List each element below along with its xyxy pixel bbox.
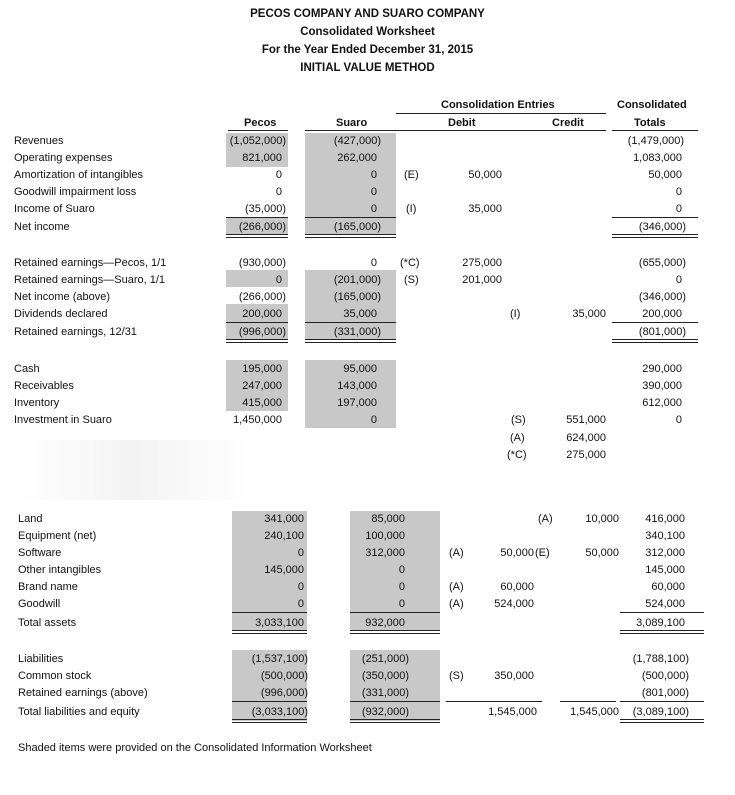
credit-value: 551,000 — [566, 414, 606, 426]
total-double-rule — [350, 719, 440, 723]
pecos-value: 341,000 — [264, 513, 304, 525]
row-label: Goodwill — [18, 598, 61, 610]
table-row — [0, 306, 735, 323]
header-credit: Credit — [552, 117, 584, 129]
worksheet-subtitle: Consolidated Worksheet — [300, 26, 435, 38]
credit-entry-code: (*C) — [507, 449, 527, 461]
debit-entry-code: (A) — [449, 598, 464, 610]
pecos-value: (266,000) — [238, 221, 286, 233]
pecos-value: 240,100 — [264, 530, 304, 542]
total-double-rule — [350, 630, 440, 634]
row-label: Land — [18, 513, 43, 525]
credit-value: 10,000 — [585, 513, 619, 525]
header-rule-credit — [506, 130, 606, 131]
suaro-value: 932,000 — [365, 617, 405, 629]
suaro-value: (201,000) — [333, 274, 381, 286]
table-row — [0, 579, 735, 596]
row-label: Retained earnings—Pecos, 1/1 — [14, 257, 167, 269]
table-row — [0, 596, 735, 613]
pecos-value: (996,000) — [238, 326, 286, 338]
row-label: Equipment (net) — [18, 530, 97, 542]
debit-entry-code: (A) — [449, 547, 464, 559]
credit-value: 35,000 — [572, 308, 606, 320]
debit-value: 350,000 — [494, 670, 534, 682]
consolidated-total: (1,479,000) — [627, 135, 684, 147]
subtotal-rule — [620, 701, 704, 702]
suaro-value: 197,000 — [337, 397, 377, 409]
consolidated-total: 60,000 — [651, 581, 685, 593]
suaro-value: 0 — [370, 414, 377, 426]
suaro-value: 0 — [370, 203, 377, 215]
debit-value: 524,000 — [494, 598, 534, 610]
credit-entry-code: (A) — [510, 432, 525, 444]
suaro-value: 0 — [370, 186, 377, 198]
consolidated-total: (1,788,100) — [632, 653, 689, 665]
pecos-value: (996,000) — [260, 687, 308, 699]
row-label: Brand name — [18, 581, 78, 593]
suaro-value: (350,000) — [361, 670, 409, 682]
table-row — [0, 361, 735, 378]
table-row — [0, 447, 735, 464]
suaro-value: (165,000) — [333, 291, 381, 303]
subtotal-rule — [350, 701, 440, 702]
pecos-value: 3,033,100 — [255, 617, 304, 629]
table-row — [0, 395, 735, 412]
subtotal-rule — [305, 217, 396, 218]
row-label: Retained earnings, 12/31 — [14, 326, 137, 338]
header-rule-suaro — [305, 130, 396, 131]
subtotal-rule — [560, 701, 616, 702]
total-double-rule — [612, 339, 698, 343]
suaro-value: (932,000) — [361, 706, 409, 718]
total-double-rule — [305, 339, 396, 343]
pecos-value: 0 — [297, 598, 304, 610]
row-label: Operating expenses — [14, 152, 113, 164]
pecos-value: 200,000 — [242, 308, 282, 320]
worksheet-method: INITIAL VALUE METHOD — [300, 62, 435, 74]
row-label: Investment in Suaro — [14, 414, 112, 426]
debit-value: 50,000 — [468, 169, 502, 181]
consolidated-total: 390,000 — [642, 380, 682, 392]
worksheet-company-title: PECOS COMPANY AND SUARO COMPANY — [250, 8, 485, 20]
subtotal-rule — [226, 322, 288, 323]
consolidated-total: 524,000 — [645, 598, 685, 610]
consolidated-total: 145,000 — [645, 564, 685, 576]
consolidated-total: 612,000 — [642, 397, 682, 409]
subtotal-rule — [232, 612, 307, 613]
header-debit: Debit — [448, 117, 476, 129]
pecos-value: 145,000 — [264, 564, 304, 576]
total-double-rule — [226, 339, 288, 343]
debit-value: 50,000 — [500, 547, 534, 559]
total-double-rule — [305, 234, 396, 238]
suaro-value: (251,000) — [361, 653, 409, 665]
table-row — [0, 685, 735, 702]
consolidated-total: 290,000 — [642, 363, 682, 375]
consolidated-total: (346,000) — [638, 221, 686, 233]
total-double-rule — [232, 719, 307, 723]
suaro-value: 0 — [370, 257, 377, 269]
row-label: Net income — [14, 221, 70, 233]
row-label: Software — [18, 547, 62, 559]
row-label: Liabilities — [18, 653, 64, 665]
subtotal-rule — [232, 701, 307, 702]
debit-entry-code: (S) — [449, 670, 464, 682]
row-label: Receivables — [14, 380, 74, 392]
pecos-value: (1,537,100) — [251, 653, 308, 665]
row-label: Amortization of intangibles — [14, 169, 144, 181]
consolidated-total: (801,000) — [641, 687, 689, 699]
pecos-value: 0 — [275, 186, 282, 198]
consolidated-total: 200,000 — [642, 308, 682, 320]
row-label: Retained earnings—Suaro, 1/1 — [14, 274, 166, 286]
suaro-value: 0 — [398, 581, 405, 593]
consolidated-total: 1,083,000 — [633, 152, 682, 164]
credit-value: 1,545,000 — [570, 706, 619, 718]
subtotal-rule — [350, 612, 440, 613]
row-label: Other intangibles — [18, 564, 102, 576]
consolidated-total: 3,089,100 — [636, 617, 685, 629]
pecos-value: 0 — [275, 169, 282, 181]
consolidated-total: 50,000 — [648, 169, 682, 181]
consolidated-total: (801,000) — [638, 326, 686, 338]
suaro-value: (427,000) — [333, 135, 381, 147]
row-label: Cash — [14, 363, 40, 375]
suaro-value: 0 — [398, 564, 405, 576]
pecos-value: 195,000 — [242, 363, 282, 375]
row-label: Retained earnings (above) — [18, 687, 148, 699]
table-row — [0, 430, 735, 447]
header-rule-debit — [396, 130, 506, 131]
consolidated-total: 0 — [675, 274, 682, 286]
credit-entry-code: (I) — [510, 308, 521, 320]
total-double-rule — [620, 630, 704, 634]
table-row — [0, 255, 735, 272]
subtotal-rule — [612, 217, 698, 218]
consolidated-total: 416,000 — [645, 513, 685, 525]
pecos-value: 0 — [275, 274, 282, 286]
table-row — [0, 545, 735, 562]
pecos-value: (500,000) — [260, 670, 308, 682]
pecos-value: (1,052,000) — [229, 135, 286, 147]
suaro-value: 262,000 — [337, 152, 377, 164]
subtotal-rule — [226, 217, 288, 218]
table-row — [0, 289, 735, 306]
consolidated-total: (346,000) — [638, 291, 686, 303]
suaro-value: 85,000 — [371, 513, 405, 525]
subtotal-rule — [305, 322, 396, 323]
table-row — [0, 133, 735, 150]
table-row — [0, 272, 735, 289]
table-row — [0, 651, 735, 668]
consolidated-total: 0 — [675, 203, 682, 215]
debit-entry-code: (E) — [404, 169, 419, 181]
table-row — [0, 511, 735, 528]
header-totals: Totals — [634, 117, 666, 129]
row-label: Income of Suaro — [14, 203, 95, 215]
credit-entry-code: (A) — [538, 513, 553, 525]
debit-value: 1,545,000 — [488, 706, 537, 718]
consolidated-total: (3,089,100) — [632, 706, 689, 718]
header-rule-entries — [396, 113, 606, 114]
total-double-rule — [620, 719, 704, 723]
credit-value: 624,000 — [566, 432, 606, 444]
suaro-value: 0 — [398, 598, 405, 610]
credit-entry-code: (E) — [535, 547, 550, 559]
header-rule-pecos — [228, 130, 288, 131]
row-label: Inventory — [14, 397, 60, 409]
total-double-rule — [612, 234, 698, 238]
header-rule-totals — [612, 130, 698, 131]
debit-value: 275,000 — [462, 257, 502, 269]
suaro-value: (331,000) — [333, 326, 381, 338]
pecos-value: (930,000) — [238, 257, 286, 269]
pecos-value: 247,000 — [242, 380, 282, 392]
pecos-value: (35,000) — [245, 203, 286, 215]
row-label: Net income (above) — [14, 291, 110, 303]
total-double-rule — [226, 234, 288, 238]
table-row — [0, 528, 735, 545]
suaro-value: 143,000 — [337, 380, 377, 392]
header-suaro: Suaro — [336, 117, 368, 129]
pecos-value: (266,000) — [238, 291, 286, 303]
subtotal-rule — [612, 322, 698, 323]
pecos-value: 1,450,000 — [233, 414, 282, 426]
consolidated-total: (500,000) — [641, 670, 689, 682]
table-row — [0, 668, 735, 685]
credit-entry-code: (S) — [511, 414, 526, 426]
subtotal-rule — [620, 612, 704, 613]
debit-entry-code: (S) — [404, 274, 419, 286]
credit-value: 50,000 — [585, 547, 619, 559]
consolidated-total: 0 — [675, 414, 682, 426]
table-row — [0, 167, 735, 184]
table-row — [0, 150, 735, 167]
subtotal-rule — [446, 701, 542, 702]
table-row — [0, 562, 735, 579]
consolidated-total: 312,000 — [645, 547, 685, 559]
footnote: Shaded items were provided on the Consolidated Information Worksheet — [18, 742, 372, 754]
header-consolidation-entries: Consolidation Entries — [441, 99, 555, 111]
header-pecos: Pecos — [244, 117, 277, 129]
row-label: Revenues — [14, 135, 64, 147]
row-label: Goodwill impairment loss — [14, 186, 137, 198]
suaro-value: (165,000) — [333, 221, 381, 233]
suaro-value: 312,000 — [365, 547, 405, 559]
consolidated-total: 340,100 — [645, 530, 685, 542]
consolidated-total: (655,000) — [638, 257, 686, 269]
table-row — [0, 184, 735, 201]
row-label: Common stock — [18, 670, 92, 682]
header-consolidated: Consolidated — [617, 99, 687, 111]
debit-value: 60,000 — [500, 581, 534, 593]
table-row — [0, 378, 735, 395]
pecos-value: 415,000 — [242, 397, 282, 409]
credit-value: 275,000 — [566, 449, 606, 461]
pecos-value: 0 — [297, 581, 304, 593]
debit-entry-code: (I) — [406, 203, 417, 215]
suaro-value: (331,000) — [361, 687, 409, 699]
worksheet-period: For the Year Ended December 31, 2015 — [261, 44, 474, 56]
pecos-value: (3,033,100) — [251, 706, 308, 718]
row-label: Total liabilities and equity — [18, 706, 140, 718]
table-row — [0, 201, 735, 218]
total-double-rule — [232, 630, 307, 634]
pecos-value: 0 — [297, 547, 304, 559]
debit-entry-code: (A) — [449, 581, 464, 593]
consolidated-total: 0 — [675, 186, 682, 198]
suaro-value: 100,000 — [365, 530, 405, 542]
row-label: Total assets — [18, 617, 77, 629]
suaro-value: 35,000 — [343, 308, 377, 320]
pecos-value: 821,000 — [242, 152, 282, 164]
debit-value: 201,000 — [462, 274, 502, 286]
debit-entry-code: (*C) — [400, 257, 420, 269]
suaro-value: 95,000 — [343, 363, 377, 375]
suaro-value: 0 — [370, 169, 377, 181]
debit-value: 35,000 — [468, 203, 502, 215]
row-label: Dividends declared — [14, 308, 108, 320]
table-row — [0, 412, 735, 429]
